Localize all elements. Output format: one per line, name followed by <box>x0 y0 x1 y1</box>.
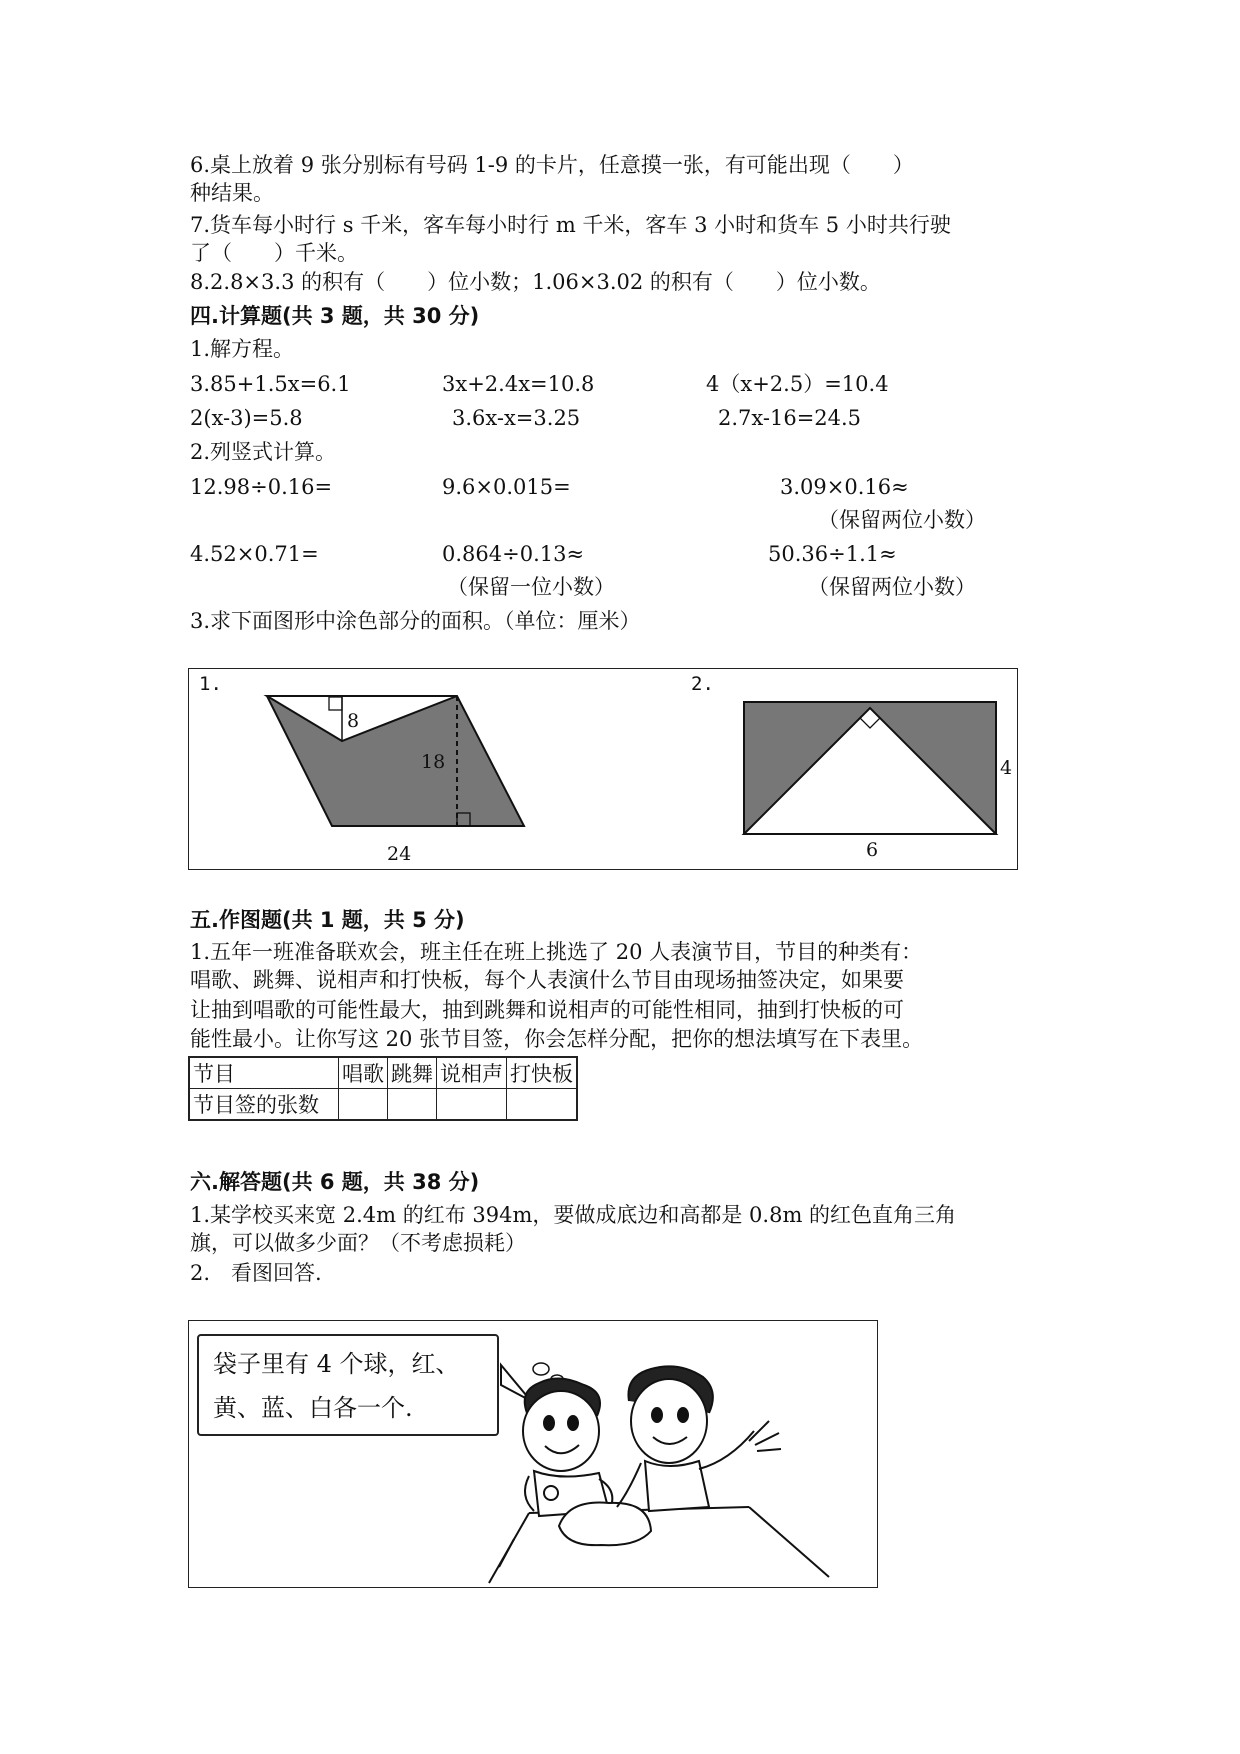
figure-2-height: 4 <box>1000 757 1013 779</box>
table-header-row <box>189 1057 577 1089</box>
cartoon-picture <box>188 1320 878 1588</box>
calc-6: 50.36÷1.1≈ <box>768 542 897 566</box>
s4-q1-text: 1.解方程。 <box>190 337 295 361</box>
equation-1: 3.85+1.5x=6.1 <box>190 372 351 396</box>
figure-1-label: 1. <box>199 673 222 695</box>
equation-6: 2.7x-16=24.5 <box>718 406 862 430</box>
program-table <box>188 1056 578 1121</box>
s6-q1-line1: 1.某学校买来宽 2.4m 的红布 394m，要做成底边和高都是 0.8m 的红色直角三角 <box>190 1203 957 1227</box>
table-header-cell: 跳舞 <box>388 1057 437 1089</box>
s5-line4: 能性最小。让你写这 20 张节目签，你会怎样分配，把你的想法填写在下表里。 <box>190 1027 924 1051</box>
boy-left <box>523 1378 612 1516</box>
speech-line-2: 黄、蓝、白各一个. <box>213 1394 413 1422</box>
q6-line1: 6.桌上放着 9 张分别标有号码 1-9 的卡片，任意摸一张，有可能出现（ ） <box>190 153 914 177</box>
calc-5: 0.864÷0.13≈ <box>442 542 585 566</box>
calc-1: 12.98÷0.16= <box>190 475 333 499</box>
calc-3: 3.09×0.16≈ <box>780 475 909 499</box>
equation-2: 3x+2.4x=10.8 <box>442 372 595 396</box>
q7-line1: 7.货车每小时行 s 千米，客车每小时行 m 千米，客车 3 小时和货车 5 小时共行驶 <box>190 213 951 237</box>
q6-line2: 种结果。 <box>190 181 274 205</box>
table-header-cell: 说相声 <box>437 1057 507 1089</box>
equation-4: 2(x-3)=5.8 <box>190 406 303 430</box>
boy-right <box>617 1366 781 1511</box>
table-row-label: 节目签的张数 <box>189 1089 339 1121</box>
section-4-title: 四.计算题(共 3 题，共 30 分) <box>190 304 480 328</box>
equation-5: 3.6x-x=3.25 <box>452 406 581 430</box>
speech-bubble <box>197 1334 499 1436</box>
s4-q2-text: 2.列竖式计算。 <box>190 440 337 464</box>
table-header-cell: 唱歌 <box>339 1057 388 1089</box>
section-6-title: 六.解答题(共 6 题，共 38 分) <box>190 1170 480 1194</box>
table-row <box>189 1089 577 1121</box>
q7-line2: 了（ ）千米。 <box>190 241 358 265</box>
calc-6-note: （保留两位小数） <box>808 575 976 599</box>
answer-cell-singing[interactable] <box>339 1089 388 1121</box>
ball-bag <box>559 1502 651 1545</box>
table-header-cell: 打快板 <box>507 1057 578 1089</box>
section-5-title: 五.作图题(共 1 题，共 5 分) <box>190 908 465 932</box>
figure-2-rectangle <box>744 702 996 834</box>
answer-cell-crosstalk[interactable] <box>437 1089 507 1121</box>
s5-line3: 让抽到唱歌的可能性最大，抽到跳舞和说相声的可能性相同，抽到打快板的可 <box>190 998 904 1022</box>
answer-cell-dancing[interactable] <box>388 1089 437 1121</box>
figure-1-height-small: 8 <box>347 710 360 732</box>
figures-box <box>188 668 1018 870</box>
figure-2-base: 6 <box>866 839 879 861</box>
figure-2-label: 2. <box>691 673 714 695</box>
s6-q2-text: 2. 看图回答. <box>190 1261 322 1285</box>
calc-2: 9.6×0.015= <box>442 475 571 499</box>
equation-3: 4（x+2.5）=10.4 <box>706 372 889 396</box>
s5-line1: 1.五年一班准备联欢会，班主任在班上挑选了 20 人表演节目，节目的种类有： <box>190 940 923 964</box>
s4-q3-text: 3.求下面图形中涂色部分的面积。（单位：厘米） <box>190 609 641 633</box>
figures-svg <box>189 669 1019 871</box>
figure-1-height-big: 18 <box>421 751 446 773</box>
table-drawing <box>489 1507 829 1583</box>
s5-line2: 唱歌、跳舞、说相声和打快板，每个人表演什么节目由现场抽签决定，如果要 <box>190 968 904 992</box>
calc-5-note: （保留一位小数） <box>447 575 615 599</box>
table-header-cell: 节目 <box>189 1057 339 1089</box>
figure-1-base: 24 <box>387 843 412 865</box>
thought-dot <box>533 1363 549 1375</box>
answer-cell-kuaiban[interactable] <box>507 1089 578 1121</box>
figure-1-parallelogram <box>267 696 524 826</box>
s6-q1-line2: 旗，可以做多少面？（不考虑损耗） <box>190 1231 526 1255</box>
q8-text: 8.2.8×3.3 的积有（ ）位小数；1.06×3.02 的积有（ ）位小数。 <box>190 270 881 294</box>
calc-4: 4.52×0.71= <box>190 542 319 566</box>
speech-line-1: 袋子里有 4 个球，红、 <box>213 1350 460 1378</box>
calc-3-note: （保留两位小数） <box>818 508 986 532</box>
